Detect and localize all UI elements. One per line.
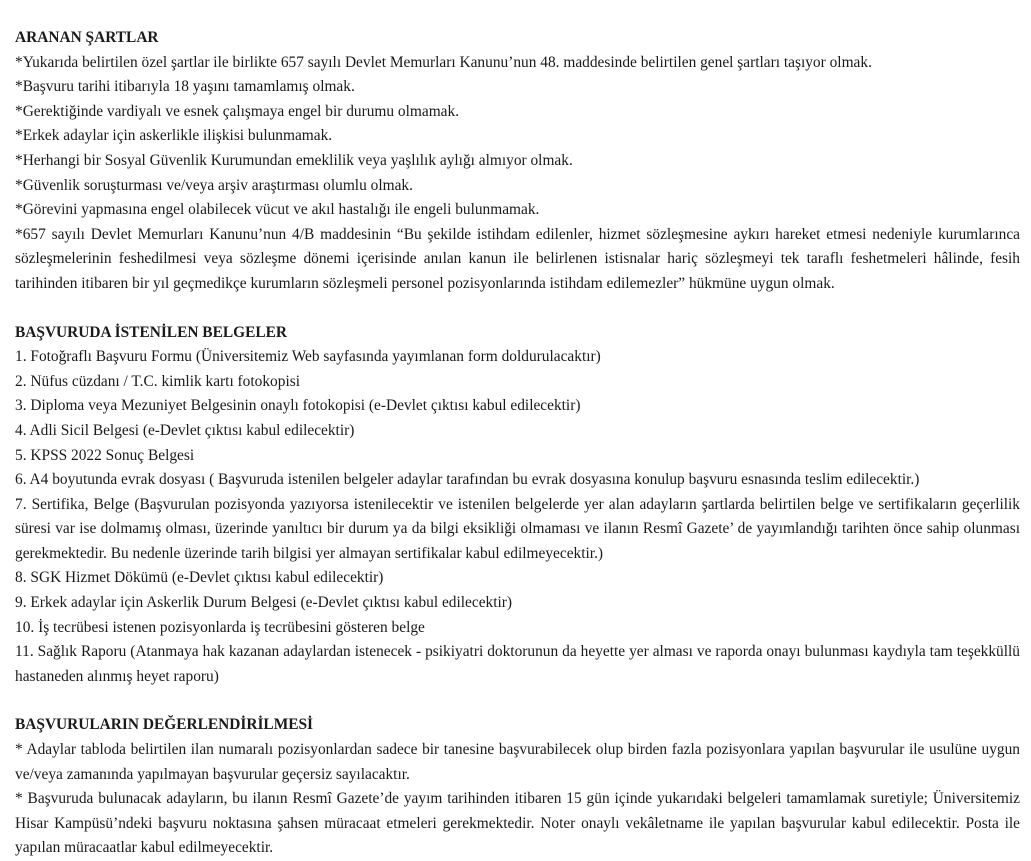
- evaluation-heading: BAŞVURULARIN DEĞERLENDİRİLMESİ: [15, 716, 314, 734]
- requirement-item: *Başvuru tarihi itibarıyla 18 yaşını tamamlamış olmak.: [15, 78, 355, 96]
- document-item: 7. Sertifika, Belge (Başvurulan pozisyonda yazıyorsa istenilecektir ve istenilen belgelerde yer alan adayların şartlarda belirtilen belge ve sertifikaların geçerlilik süresi var ise dolmamış olması, üzerinde yanıltıcı bir durum ya da bilgi eksikliği olmaması ve ilanın Resmî Gazete’ de yayımlandığı tarihten önce sahip olunması gerekmektedir. Bu nedenle üzerinde tarih bilgisi yer almayan sertifikalar kabul edilmeyecektir.): [15, 495, 1020, 562]
- requirement-item: *Gerektiğinde vardiyalı ve esnek çalışmaya engel bir durumu olmamak.: [15, 102, 460, 120]
- requirements-section: [15, 26, 1020, 297]
- requirement-item: *Herhangi bir Sosyal Güvenlik Kurumundan emeklilik veya yaşlılık aylığı almıyor olmak.: [15, 151, 573, 169]
- document-item: 4. Adli Sicil Belgesi (e-Devlet çıktısı kabul edilecektir): [15, 421, 355, 439]
- requirement-item: *Güvenlik soruşturması ve/veya arşiv araştırması olumlu olmak.: [15, 176, 413, 194]
- requirement-item: *Görevini yapmasına engel olabilecek vücut ve akıl hastalığı ile engeli bulunmamak.: [15, 201, 540, 219]
- documents-heading: BAŞVURUDA İSTENİLEN BELGELER: [15, 323, 287, 341]
- document-item: 3. Diploma veya Mezuniyet Belgesinin onaylı fotokopisi (e-Devlet çıktısı kabul edilecektir): [15, 397, 581, 415]
- documents-section: [15, 321, 1020, 690]
- document-item: 2. Nüfus cüzdanı / T.C. kimlik kartı fotokopisi: [15, 372, 300, 390]
- document-item: 5. KPSS 2022 Sonuç Belgesi: [15, 446, 195, 464]
- evaluation-item: * Başvuruda bulunacak adayların, bu ilanın Resmî Gazete’de yayım tarihinden itibaren 15 gün içinde yukarıdaki belgeleri tamamlamak suretiyle; Üniversitemiz Hisar Kampüsü’ndeki başvuru noktasına şahsen müracaat etmeleri gerekmektedir. Noter onaylı vekâletname ile yapılan başvurular kabul edilecektir. Posta ile yapılan müracaatlar kabul edilmeyecektir.: [15, 790, 1020, 857]
- document-item: 1. Fotoğraflı Başvuru Formu (Üniversitemiz Web sayfasında yayımlanan form doldurulacaktır): [15, 348, 601, 366]
- document-item: 9. Erkek adaylar için Askerlik Durum Belgesi (e-Devlet çıktısı kabul edilecektir): [15, 594, 513, 612]
- requirement-item: *657 sayılı Devlet Memurları Kanunu’nun 4/B maddesinin “Bu şekilde istihdam edilenler, hizmet sözleşmesine aykırı hareket etmesi nedeniyle kurumlarınca sözleşmelerinin feshedilmesi veya sözleşme dönemi içerisinde anılan kanun ile belirlenen istisnalar hariç sözleşmeyi tek taraflı feshetmeleri hâlinde, fesih tarihinden itibaren bir yıl geçmedikçe kurumların sözleşmeli personel pozisyonlarında istihdam edilemezler” hükmüne uygun olmak.: [15, 225, 1020, 292]
- requirement-item: *Erkek adaylar için askerlikle ilişkisi bulunmamak.: [15, 127, 333, 145]
- document-item: 8. SGK Hizmet Dökümü (e-Devlet çıktısı kabul edilecektir): [15, 569, 384, 587]
- document-item: 6. A4 boyutunda evrak dosyası ( Başvuruda istenilen belgeler adaylar tarafından bu evrak dosyasına konulup başvuru esnasında teslim edilecektir.): [15, 471, 920, 489]
- requirement-item: *Yukarıda belirtilen özel şartlar ile birlikte 657 sayılı Devlet Memurları Kanunu’nun 48. maddesinde belirtilen genel şartları taşıyor olmak.: [15, 53, 872, 71]
- document-item: 10. İş tecrübesi istenen pozisyonlarda iş tecrübesini gösteren belge: [15, 618, 425, 636]
- document-item: 11. Sağlık Raporu (Atanmaya hak kazanan adaylardan istenecek - psikiyatri doktorunun da heyette yer alması ve raporda onayı bulunması kaydıyla tam teşekküllü hastaneden alınmış heyet raporu): [15, 643, 1020, 685]
- evaluation-item: * Adaylar tabloda belirtilen ilan numaralı pozisyonlardan sadece bir tanesine başvurabilecek olup birden fazla pozisyonlara yapılan başvurular ile usulüne uygun ve/veya zamanında yapılmayan başvurular geçersiz sayılacaktır.: [15, 741, 1020, 783]
- requirements-heading: ARANAN ŞARTLAR: [15, 29, 159, 46]
- evaluation-section: [15, 713, 1020, 861]
